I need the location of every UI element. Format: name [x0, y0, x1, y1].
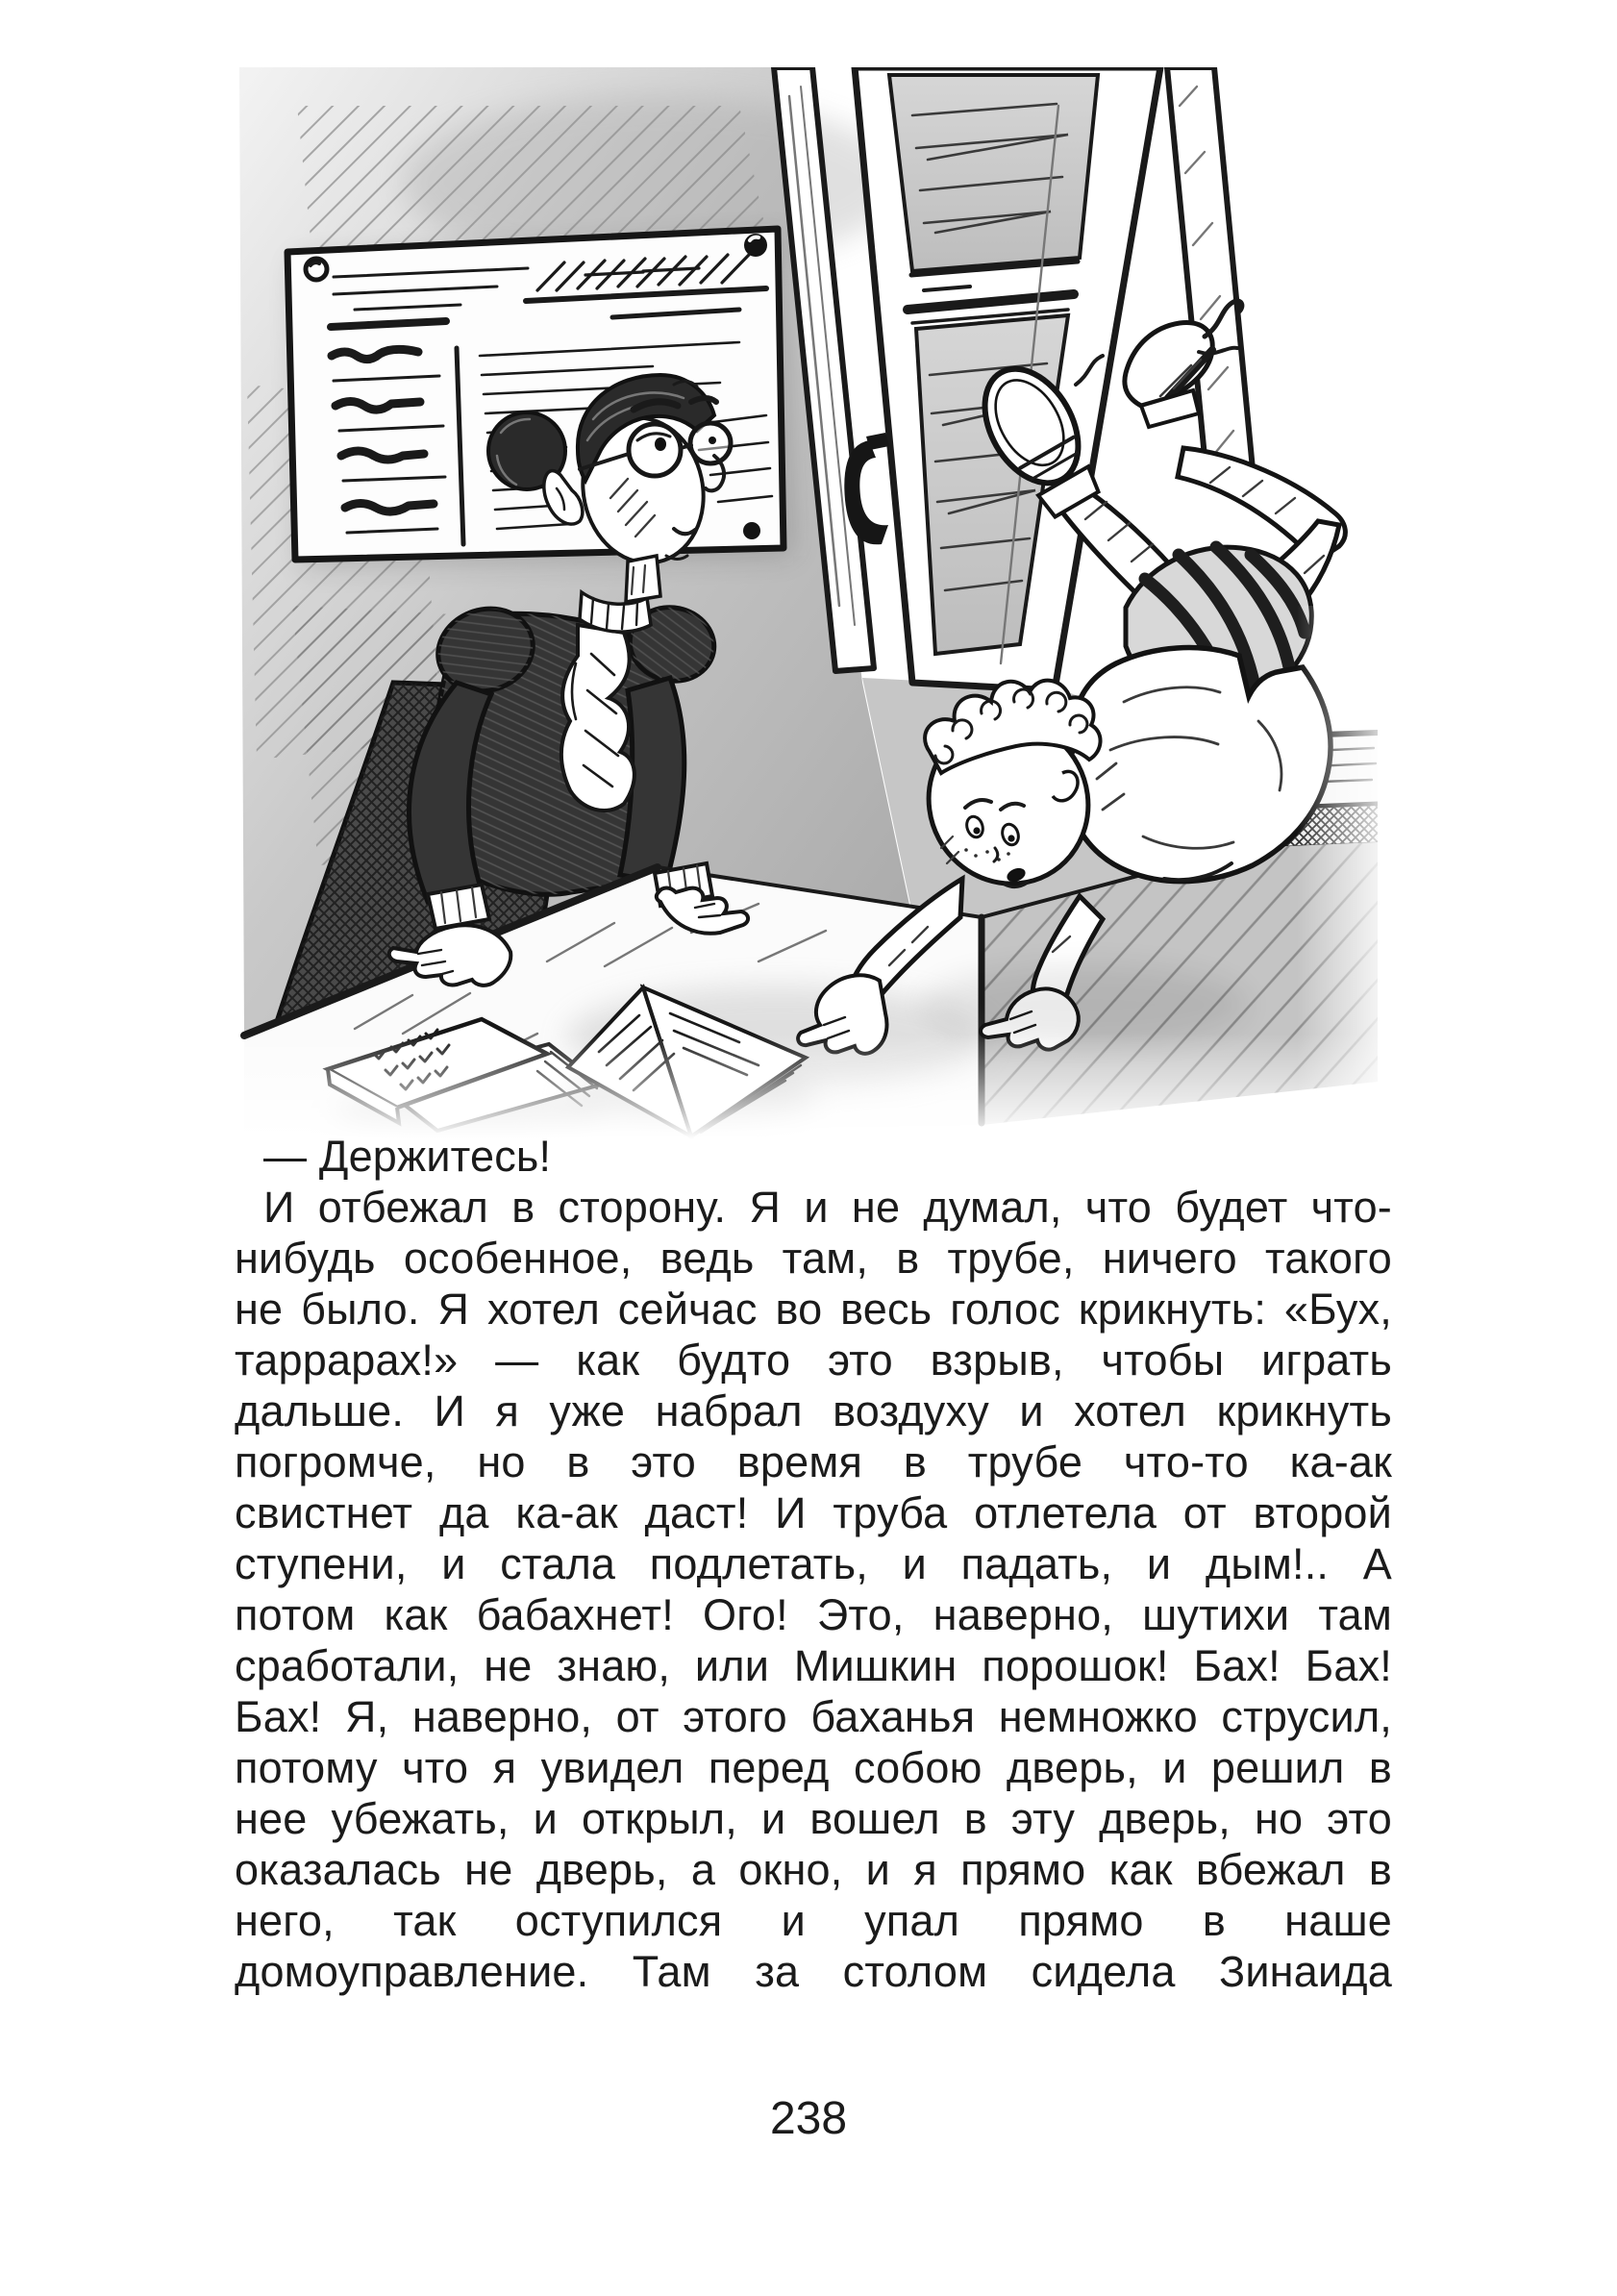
text-line: таррарах!» — как будто это взрыв, чтобы играть: [235, 1335, 1392, 1385]
text-line: ступени, и стала подлетать, и падать, и дым!.. А: [235, 1539, 1392, 1588]
text-line: домоуправление. Там за столом сидела Зинаида: [235, 1947, 1392, 1996]
text-line: — Держитесь!: [263, 1132, 552, 1181]
text-line: дальше. И я уже набрал воздуху и хотел крикнуть: [235, 1386, 1392, 1435]
text-line: не было. Я хотел сейчас во весь голос крикнуть: «Бух,: [235, 1285, 1392, 1334]
bottom-fade: [239, 1034, 1378, 1139]
text-line: Бах! Я, наверно, от этого баханья немножко струсил,: [235, 1692, 1392, 1741]
story-text: [235, 1131, 1392, 1997]
page-number: 238: [769, 2093, 848, 2144]
text-line: свистнет да ка-ак даст! И труба отлетела от второй: [235, 1488, 1392, 1537]
text-line: оказалась не дверь, а окно, и я прямо как вбежал в: [235, 1845, 1392, 1894]
text-line: него, так оступился и упал прямо в наше: [235, 1896, 1392, 1945]
text-line: потому что я увидел перед собою дверь, и решил в: [235, 1743, 1392, 1792]
text-line: погромче, но в это время в трубе что-то ка-ак: [235, 1437, 1392, 1486]
right-fade: [1297, 606, 1378, 1139]
noticeboard: [287, 229, 793, 567]
text-line: нее убежать, и открыл, и вошел в эту дверь, но это: [235, 1794, 1392, 1843]
illustration-svg: [239, 67, 1378, 1139]
text-line: потом как бабахнет! Ого! Это, наверно, шутихи там: [235, 1590, 1392, 1639]
text-line: И отбежал в сторону. Я и не думал, что будет что-: [263, 1183, 1392, 1232]
text-line: сработали, не знаю, или Мишкин порошок! Бах! Бах!: [235, 1641, 1392, 1690]
story-illustration: [239, 67, 1378, 1139]
text-line: нибудь особенное, ведь там, в трубе, ничего такого: [235, 1234, 1392, 1283]
